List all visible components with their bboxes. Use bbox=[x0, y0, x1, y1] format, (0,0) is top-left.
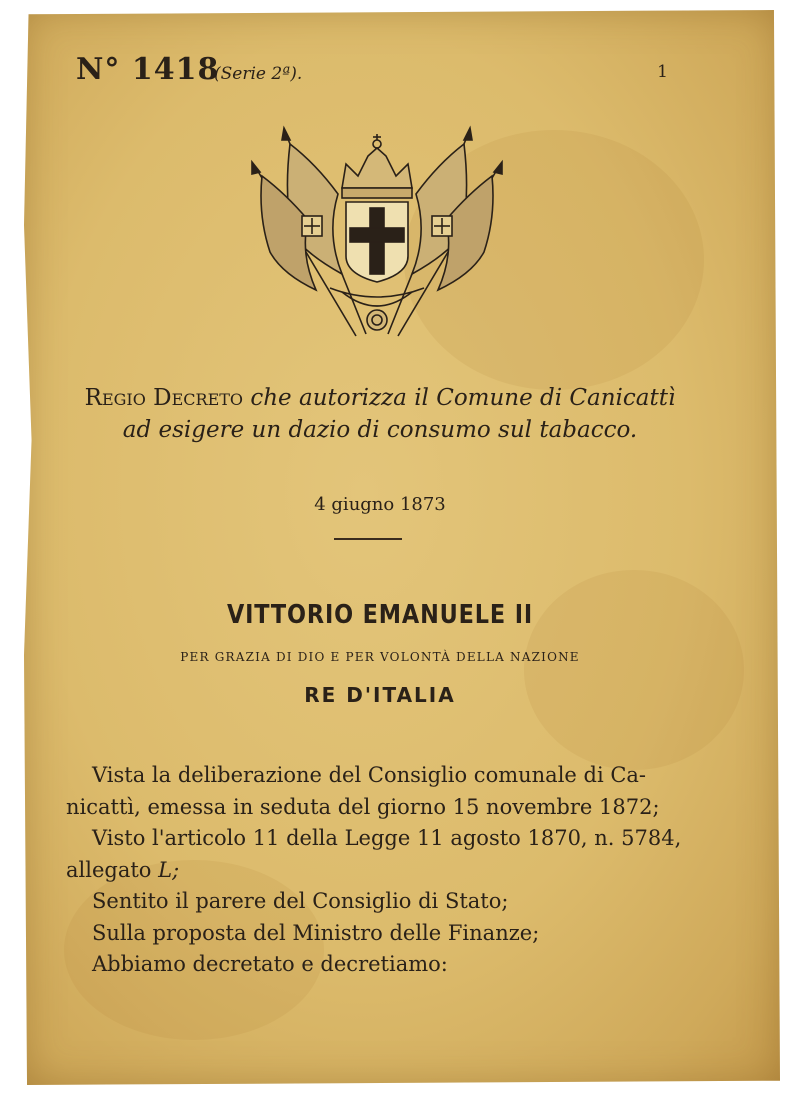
sovereign-title: RE D'ITALIA bbox=[304, 683, 456, 707]
document-series: (Serie 2ª). bbox=[214, 64, 303, 84]
decree-title-prefix: Regio Decreto bbox=[84, 385, 244, 411]
sovereign-name: VITTORIO EMANUELE II bbox=[226, 600, 534, 630]
decree-date: 4 giugno 1873 bbox=[314, 494, 446, 515]
body-line: Vista la deliberazione del Consiglio comunale di Ca- bbox=[92, 763, 647, 787]
body-line: Abbiamo decretato e decretiamo: bbox=[92, 952, 448, 976]
decree-title bbox=[80, 382, 680, 446]
body-text-annex-letter: L; bbox=[158, 857, 180, 882]
sovereign-grace-formula: PER GRAZIA DI DIO E PER VOLONTÀ DELLA NAZIONE bbox=[180, 650, 580, 664]
decree-title-line1: che autorizza il Comune di Canicattì bbox=[250, 385, 676, 411]
document-number: N° 1418 bbox=[76, 52, 220, 87]
body-line: Sulla proposta del Ministro delle Finanze; bbox=[92, 920, 540, 945]
body-line: nicattì, emessa in seduta del giorno 15 novembre 1872; bbox=[66, 794, 660, 819]
body-line: Sentito il parere del Consiglio di Stato; bbox=[92, 889, 509, 913]
savoy-coat-of-arms-icon bbox=[246, 124, 506, 344]
body-line bbox=[66, 855, 666, 887]
decree-title-line2: ad esigere un dazio di consumo sul tabacco. bbox=[122, 417, 638, 443]
divider bbox=[334, 538, 402, 540]
page-number: 1 bbox=[657, 62, 668, 82]
body-line: Visto l'articolo 11 della Legge 11 agosto 1870, n. 5784, bbox=[92, 826, 682, 850]
body-text-allegato: allegato bbox=[66, 857, 152, 882]
decree-body bbox=[66, 760, 682, 981]
document-header bbox=[76, 52, 696, 92]
